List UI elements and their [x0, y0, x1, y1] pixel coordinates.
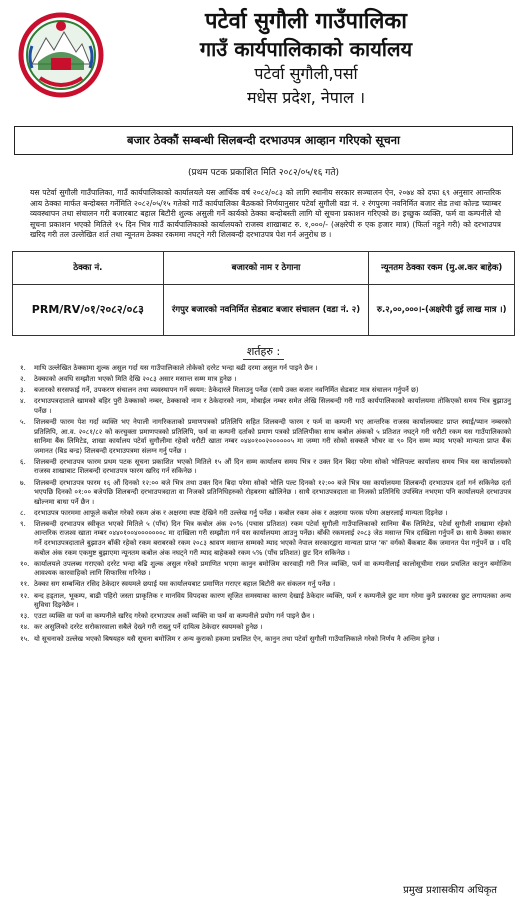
term-text: दरभाउपत्रदाताले खामको बहिर पुरी ठेक्काको नम्बर, ठेक्काको नाम र ठेकेदारको नाम, मोबाईल नम्बर समेत लेखि सिलबन्दी गरी गाउँ कार्यपालिकाको कार्यालयमा तोकिएको समय भित्र बुझाउनु पर्नेछ । [34, 397, 511, 415]
term-text: कर असुलिको दररेट सरोकारवाला सबैले देख्ने गरी राख्नु पर्ने दायित्व ठेकेदार स्वयमको हुनेछ । [34, 623, 263, 632]
office-location: पटेर्वा सुगौली,पर्सा [254, 64, 358, 83]
term-item [20, 364, 511, 374]
term-text: शिलबन्दी फारम पेश गर्दा व्यक्ति भए नेपाली नागरिकताको प्रमाणपत्रको प्रतिलिपि सहित शिलबन्दी फारम र फर्म वा कम्पनी भए आन्तरिक राजस्व कार्यालयबाट प्राप्त स्थाई/प्यान नम्बरको प्रतिलिपि, आ.व. २०८१/८२ को करचुक्ता प्रमाणपत्रको प्रतिलिपि, फर्म वा कम्पनी दर्ताको प्रमाण पत्रको प्रतिलिपीका साथ कबोल अंकको ५ प्रतिशत नघट्ने गरी धरौटी रकम यस गाउँपालिकाको सानिमा बैंक लिमिटेड, शाखा कार्यालय पटेर्वा सुगौलीमा रहेको धरौटी खाता नम्बर ०४४०१००२००००००५ मा जम्मा गरी सोको सक्कलै भौचर वा ९० दिन सम्म म्याद भएको मान्यता प्राप्त बैंक जमानत (बिड बन्ड) शिलबन्दी दरभाउपत्रमा संलग्न गर्नु पर्नेछ । [34, 418, 511, 455]
municipality-name: पटेर्वा सुगौली गाउँपालिका [205, 9, 407, 34]
notice-title: बजार ठेक्कौं सम्बन्धी सिलबन्दी दरभाउपत्र आव्हान गरिएको सूचना [14, 126, 513, 155]
term-item [20, 580, 511, 590]
province-country: मधेस प्रदेश, नेपाल । [246, 88, 366, 107]
table-header-row [13, 251, 515, 284]
tender-table [12, 251, 515, 336]
term-number: ८. [20, 508, 26, 517]
term-item [20, 612, 511, 622]
terms-list [12, 364, 515, 644]
signatory-title: प्रमुख प्रशासकीय अधिकृत [403, 885, 497, 896]
publish-date: (प्रथम पटक प्रकाशित मिति २०८२/०५/१६ गते) [188, 168, 339, 178]
minimum-amount: रु.२,००,०००।-(अक्षरेपी दुई लाख मात्र ।) [369, 284, 515, 335]
term-number: ७. [20, 478, 26, 487]
column-header-market-name: बजारको नाम र ठेगाना [163, 251, 369, 284]
term-number: ३. [20, 386, 26, 395]
term-text: बन्द हड्ताल, भूकम्प, बाढी पहिरो जस्ता प्राकृतिक र मानविय विपदका कारण सृजित समस्याका कारण देखाई ठेकेदार व्यक्ति, फर्म र कम्पनीले छुट माग गरेमा कुनै प्रकारका छुट लगायतका अन्य सुविधा दिइनेछैन । [34, 591, 511, 610]
term-item [20, 520, 511, 558]
term-text: एउटा व्यक्ति वा फर्म वा कम्पनीले खरिद गरेको दरभाउपत्र अर्को व्यक्ति वा फर्म वा कम्पनीले प्रयोग गर्न पाइने छैन । [34, 612, 315, 621]
terms-heading-text: शर्तहरु : [243, 344, 284, 360]
term-number: १. [20, 363, 26, 372]
office-name: गाउँ कार्यपालिकाको कार्यालय [199, 37, 413, 61]
term-item [20, 479, 511, 508]
term-item [20, 635, 511, 645]
term-number: ४. [20, 397, 26, 406]
term-item [20, 509, 511, 519]
term-text: ठेक्का सग सम्बन्धित रसिद ठेकेदार स्वयमले छपाई यस कार्यालयबाट प्रमाणित गराएर बहाल बिटौरी कर संकलन गर्नु पर्नेछ । [34, 580, 336, 589]
nepal-government-emblem-icon [18, 12, 104, 98]
term-number: १०. [20, 559, 30, 568]
intro-paragraph: यस पटेर्वा सुगौली गाउँपालिका, गाउँ कार्यपालिकाको कार्यालयले यस आर्थिक वर्ष २०८२/०८३ को लागि स्थानीय सरकार सञ्चालन ऐन, २०७४ को दफा ६९ अनुसार आन्तरिक आय ठेक्का मार्फत बन्दोबस्त गर्नेमिति २०८२/०५/१५ गतेको गाउँ कार्यपालिका बैठकको निर्णयानुसार पटेर्वा सुगौली वडा नं. २ रंगपुरमा नवनिर्मित बजार सेड तथा कोल्ड च्याम्बर व्यवस्थापन तथा संचालन गरी बजारबाट बहाल बिटौरी शुल्क असुली गर्ने कार्यको ठेक्का बन्दोबस्ती लागि यो सूचना प्रकाशन गरिएको छ। इच्छुक व्यक्ति, फर्म वा कम्पनीले यो सूचना प्रकाशन भएको मितिले १५ दिन भित्र गाउँ कार्यपालिकाको कार्यालयको राजस्व शाखाबाट रु. १,०००/- (अक्षरेपी रु एक हजार मात्र) (फिर्ता नहुने गरी) को दरभाउपत्र खरिद गरी तल उल्लेखित शर्त तथा न्यूनतम ठेक्का रकममा नघट्ने गरी शिलबन्दी दरभाउपत्र पेश गर्न अनुरोध छ । [30, 188, 501, 240]
term-text: ठेक्काको अवधि सम्झौता भएको मिति देखि २०८३ असार मसान्त सम्म मात्र हुनेछ । [34, 375, 237, 384]
tender-code: PRM/RV/०१/२०८२/०८३ [13, 284, 164, 335]
column-header-minimum-amount: न्यूनतम ठेक्का रकम (मु.अ.कर बाहेक) [369, 251, 515, 284]
term-text: माथि उल्लेखित ठेक्कामा शुल्क असुल गर्दा यस गाउँपालिकाले तोकेको दररेट भन्दा बढी दरमा असुल गर्न पाइने छैन । [34, 363, 318, 372]
term-item [20, 386, 511, 396]
term-item [20, 623, 511, 633]
term-text: बजारको सरसफाई गर्ने, उपकरण संचालन तथा व्यवस्थापन गर्ने स्वयम: ठेकेदारले मिलाउनु पर्नेछ (साथै उक्त बजार नवनिर्मित सेडबाट मात्र संचालन गर्नुपर्ने छ) [34, 386, 419, 395]
term-number: १२. [20, 591, 30, 600]
office-header [12, 6, 515, 116]
term-number: ९. [20, 519, 26, 528]
terms-heading [12, 344, 515, 360]
term-number: १५. [20, 634, 30, 643]
table-row [13, 284, 515, 335]
term-text: शिलबन्दी दरभाउपत्र फारम प्रथम पटक सूचना प्रकाशित भएको मितिले १५ औं दिन सम्म कार्यालय समय भित्र र उक्त दिन बिदा परेमा सोको भोलिपल्ट कार्यालय समय भित्र यस कार्यालयको राजस्व शाखाबाट शिलबन्दी दरभाउपत्र फारम खरिद गर्न सकिनेछ । [34, 457, 511, 476]
term-text: यो सूचनाको उल्लेख भएको बिषयहरु यसै सूचना बमोजिम र अन्य कुराको हकमा प्रचलित ऐन, कानुन तथा पटेर्वा सुगौली गाउँपालिकाले गरेको निर्णय नै अन्तिम हुनेछ । [34, 634, 440, 643]
term-number: २. [20, 375, 26, 384]
term-item [20, 592, 511, 611]
term-item [20, 560, 511, 579]
term-item [20, 458, 511, 477]
column-header-tender-no: ठेक्का नं. [13, 251, 164, 284]
term-number: ६. [20, 457, 26, 466]
term-number: ५. [20, 418, 26, 427]
term-text: शिलबन्दी दरभाउपत्र स्वीकृत भएको मितिले ५ (पाँच) दिन भित्र कबोल अंक २०% (पचास प्रतिशत) रकम पटेर्वा सुगौली गाउँपालिकाको सानिमा बैंक लिमिटेड, पटेर्वा सुगौली शाखामा रहेको आन्तरिक राजश्व खाता नम्बर ०४४०१००४०००००००८ मा दाखिला गरी सम्झौता गर्न यस कार्यालयमा आउनु पर्नेछ। बाँकी रकमलाई २०८३ जेठ मसान्त भित्र दाखिला गर्नुपर्ने छ। साथै ठेक्का सकार गर्ने दरभाउपत्रदाताले बुझाउन बाँकी रहेको रकम बराबरको रकम २०८३ श्रावण मसान्त सम्मको म्याद भएको नेपाल सरकारद्वारा मान्यता प्राप्त 'क' वर्गको बैंकबाट बैंक जमानत पेश गर्नुपर्ने छ । यदि कबोल अंक रकम एकमुष्ट बुझाएमा न्यूनतम कबोल अंक नघट्ने गरी म्याद बाहेकको रकम ५% (पाँच प्रतिशत) छुट दिन सकिनेछ । [34, 519, 511, 557]
term-item [20, 397, 511, 416]
term-item [20, 375, 511, 385]
term-item [20, 418, 511, 456]
term-text: शिलबन्दी दरभाउपत्र फारम १६ औं दिनको १२:०० बजे भित्र तथा उक्त दिन बिदा परेमा सोको भोलि पल्ट दिनको १२:०० बजे भित्र यस कार्यालयमा शिलबन्दी दरभाउपत्र दर्ता गर्न सकिनेछ दर्ता भएपछि दिनको ०१:०० बजेपछि शिलबन्दी दरभाउपत्रदाता वा निजको प्रतिनिधिहरुको रोहबरमा खोलिनेछ । साथै दरभाउपत्रदाता वा निजको प्रतिनिधि उपस्थित नभएमा पनि कार्यालयले दरभाउपत्र खोल्नमा बाधा पर्ने छैन । [34, 478, 511, 506]
market-name: रंगपुर बजारको नवनिर्मित सेडबाट बजार संचालन (वडा नं. २) [163, 284, 369, 335]
term-number: १३. [20, 612, 30, 621]
term-text: कार्यालयले उपलब्ध गराएको दररेट भन्दा बढि शुल्क असुल गरेको प्रमाणित भएमा कानुन बमोजिम कारवाही गरी निज व्यक्ति, फर्म वा कम्पनीलाई कालोसूचीमा राख्न प्रचलित कानुन बमोजिम आवश्यक कारवाहिको लागि सिफारिस गरिनेछ । [34, 559, 511, 578]
term-number: ११. [20, 580, 30, 589]
term-text: दरभाउपत्र फारममा आफूले कबोल गरेको रकम अंक र अक्षरमा स्पष्ट देखिने गरी उल्लेख गर्नु पर्नेछ । कबोल रकम अंक र अक्षरमा फरक परेमा अक्षरलाई मान्यता दिइनेछ । [34, 508, 448, 517]
term-number: १४. [20, 623, 30, 632]
